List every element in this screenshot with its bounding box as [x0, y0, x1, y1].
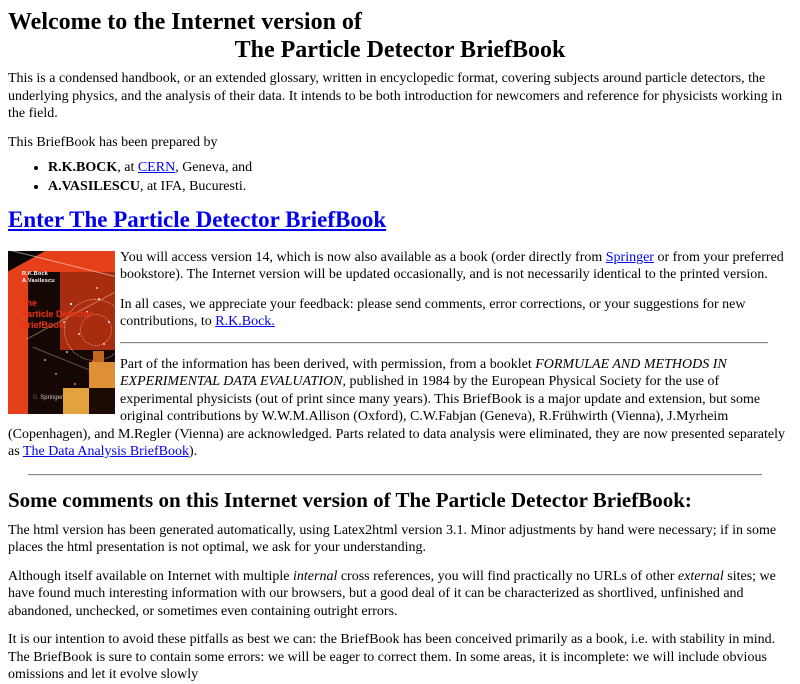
cover-title-line3: BriefBook: [21, 319, 65, 330]
external-italic: external: [677, 568, 724, 584]
author-text: , Geneva, and: [175, 160, 253, 175]
page-title-line1: Welcome to the Internet version of: [8, 9, 362, 35]
cover-publisher-logo: [32, 394, 63, 402]
version-text: or from your preferred bookstore). The Internet version will be updated occasionally, and is not necessarily identical to the printed version.: [120, 249, 784, 282]
cover-checker-square: [63, 388, 89, 414]
origin-text: Part of the information has been derived, with permission, from a booklet: [120, 356, 536, 372]
springer-link[interactable]: Springer: [605, 249, 654, 265]
version-text: You will access version 14, which is now also available as a book (order directly from: [120, 249, 606, 265]
data-analysis-briefbook-link[interactable]: The Data Analysis BriefBook: [22, 444, 189, 459]
comments-heading: Some comments on this Internet version of The Particle Detector BriefBook:: [8, 487, 692, 512]
origin-text: ).: [188, 444, 198, 459]
cover-checker-square: [89, 388, 115, 414]
version-paragraph: [8, 249, 792, 284]
author-item: [48, 178, 792, 196]
cover-publisher-name: Springer: [40, 394, 63, 401]
intro-paragraph: This is a condensed handbook, or an extended glossary, written in encyclopedic format, covering subjects around particle detectors, the underlying physics, and the analysis of their data. It intends to be both introduction for newcomers and reference for physicists working in the field.: [8, 71, 783, 121]
springer-horse-icon: ♘: [32, 393, 39, 401]
feedback-paragraph: [8, 296, 792, 331]
cover-checker-square: [89, 362, 115, 388]
cross-references-paragraph: [8, 568, 792, 621]
cern-link[interactable]: CERN: [137, 160, 176, 175]
cover-author-1: R.K.Bock: [22, 270, 49, 277]
page-title-line2: The Particle Detector BriefBook: [234, 37, 566, 63]
enter-briefbook-heading: [8, 208, 792, 233]
cover-title: [21, 298, 93, 331]
cover-red-top-band: [28, 251, 115, 272]
internal-italic: internal: [293, 568, 338, 584]
author-name: A.VASILESCU: [48, 178, 140, 194]
page-title: [8, 11, 792, 61]
section-divider: [28, 474, 762, 476]
prepared-by-text: This BriefBook has been prepared by: [8, 134, 218, 150]
cross-ref-text: sites; we have found much interesting information with our browsers, but a good deal of it can be characterized as shortlived, unfinished and abandoned, unchecked, or sometimes even containing outright errors.: [8, 568, 776, 619]
origin-text: , published in 1984 by the European Physical Society for the use of experimental physicists (out of print since many years). This BriefBook is a major update and extension, but some original contributions by W.W.M.Allison (Oxford), C.W.Fabjan (Geneva), R.Frühwirth (Vienna), J.Myrheim (Copenhagen), and M.Regler (Vienna) are acknowledged. Parts related to data analysis were eliminated, they are now presented separately as: [8, 374, 786, 459]
cover-checker-square: [93, 351, 104, 362]
enter-briefbook-link[interactable]: Enter The Particle Detector BriefBook: [8, 207, 387, 232]
intention-paragraph: It is our intention to avoid these pitfalls as best we can: the BriefBook has been conceived primarily as a book, i.e. with stability in mind. The BriefBook is sure to contain some errors: we will be eager to correct them. In some areas, it is incomplete: we will include obvious omissions and let it evolve slowly: [8, 632, 776, 682]
rkbock-email-link[interactable]: R.K.Bock.: [215, 314, 275, 329]
cover-title-line1: The: [21, 297, 38, 308]
book-section: [8, 249, 792, 461]
booklet-title-italic: FORMULAE AND METHODS IN EXPERIMENTAL DATA EVALUATION: [120, 356, 727, 389]
author-item: [48, 159, 792, 177]
book-cover-image: [8, 251, 115, 414]
author-text: , at IFA, Bucuresti.: [139, 178, 247, 194]
latex2html-paragraph: The html version has been generated automatically, using Latex2html version 3.1. Minor adjustments by hand were necessary; if in some places the html presentation is not optimal, we ask for your understanding.: [8, 522, 777, 555]
authors-list: [8, 159, 792, 195]
cover-hit-dots: [8, 251, 10, 253]
feedback-text: In all cases, we appreciate your feedback: please send comments, error corrections, or your suggestions for new contributions, to: [120, 296, 746, 329]
origin-paragraph: [8, 356, 792, 461]
cross-ref-text: Although itself available on Internet with multiple: [8, 568, 293, 584]
author-name: R.K.BOCK: [48, 160, 118, 175]
cross-ref-text: cross references, you will find practically no URLs of other: [337, 568, 678, 584]
cover-author-2: A.Vasilescu: [22, 277, 55, 284]
author-text: , at: [117, 160, 138, 175]
inline-divider: [120, 342, 768, 344]
cover-author-names: [22, 271, 55, 285]
cover-title-line2: Particle Detector: [21, 308, 93, 319]
